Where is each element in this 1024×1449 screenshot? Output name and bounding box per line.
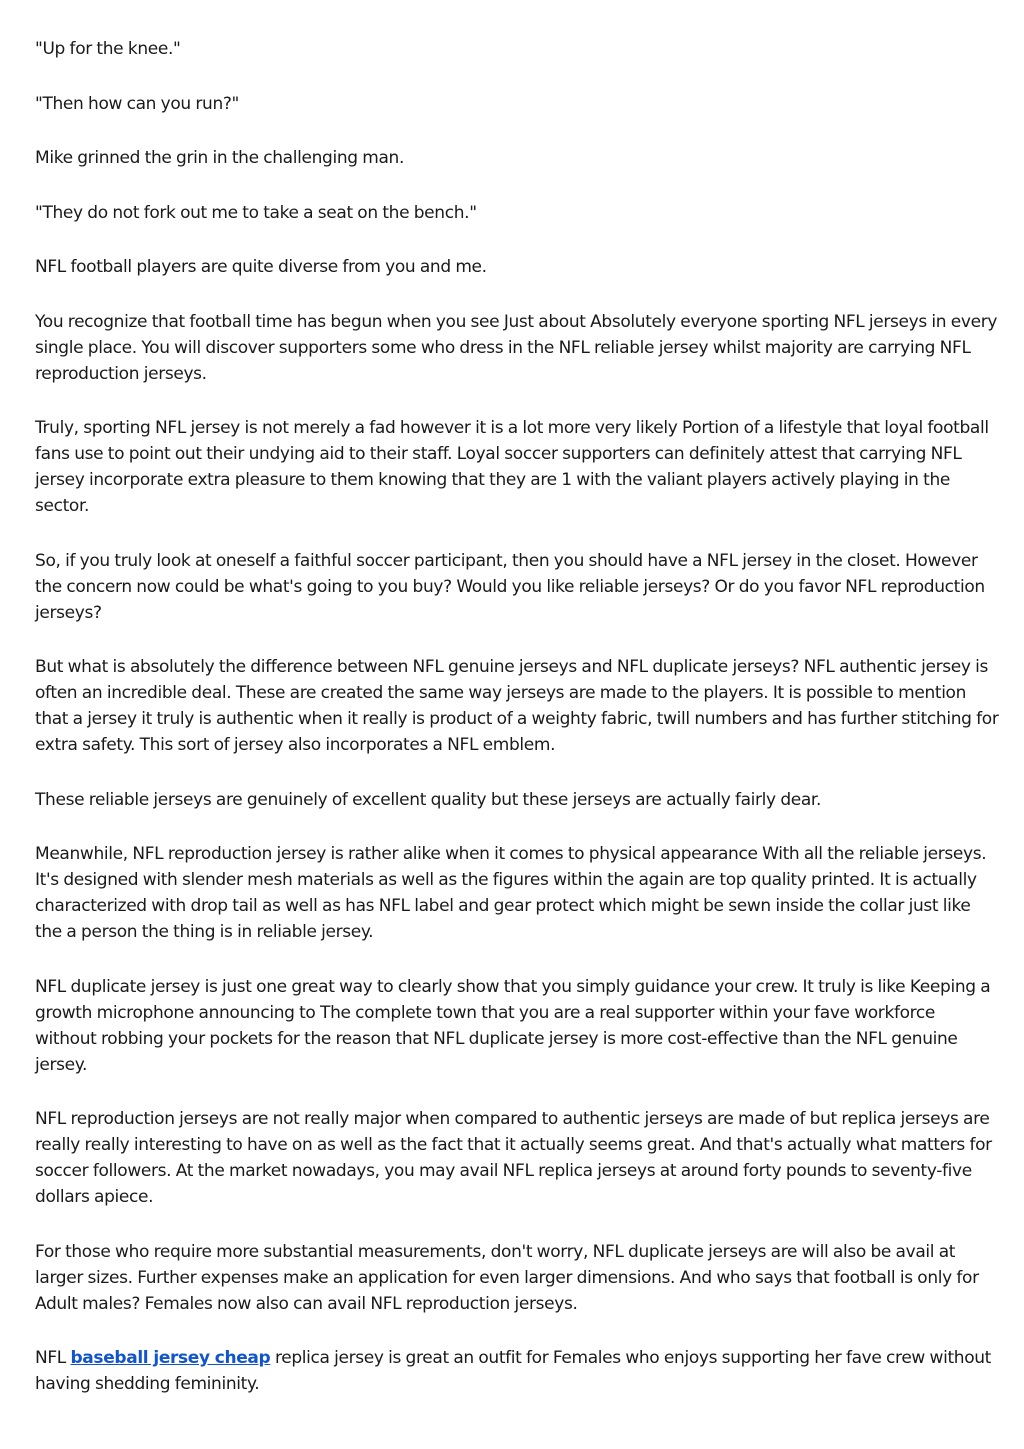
paragraph: NFL football players are quite diverse from you and me. — [35, 257, 487, 277]
baseball-jersey-link[interactable]: baseball jersey cheap — [70, 1348, 271, 1368]
paragraph: For those who require more substantial measurements, don't worry, NFL duplicate jerseys are will also be avail at larger sizes. Further expenses make an application for even larger dimensions. And who says that football is only for Adult males? Females now also can avail NFL reproduction jerseys. — [35, 1241, 979, 1314]
paragraph-with-link — [35, 1345, 1000, 1397]
paragraph: So, if you truly look at oneself a faithful soccer participant, then you should have a NFL jersey in the closet. However the concern now could be what's going to you buy? Would you like reliable jerseys? Or do you favor NFL reproduction jerseys? — [35, 550, 985, 623]
document-body — [35, 36, 1000, 1426]
paragraph: Mike grinned the grin in the challenging man. — [35, 148, 404, 168]
paragraph: "Up for the knee." — [35, 39, 181, 59]
paragraph-text-after-link: replica jersey is great an outfit for Females who enjoys supporting her fave crew without having shedding femininity. — [35, 1348, 991, 1394]
paragraph-text-before-link: NFL — [35, 1348, 71, 1368]
paragraph: Truly, sporting NFL jersey is not merely a fad however it is a lot more very likely Portion of a lifestyle that loyal football fans use to point out their undying aid to their staff. Loyal soccer supporters can definitely attest that carrying NFL jersey incorporate extra pleasure to them knowing that they are 1 with the valiant players actively playing in the sector. — [35, 418, 989, 516]
paragraph: But what is absolutely the difference between NFL genuine jerseys and NFL duplicate jerseys? NFL authentic jersey is often an incredible deal. These are created the same way jerseys are made to the players. It is possible to mention that a jersey it truly is authentic when it really is product of a weighty fabric, twill numbers and has further stitching for extra safety. This sort of jersey also incorporates a NFL emblem. — [35, 657, 999, 755]
paragraph: NFL duplicate jersey is just one great way to clearly show that you simply guidance your crew. It truly is like Keeping a growth microphone announcing to The complete town that you are a real supporter within your fave workforce without robbing your pockets for the reason that NFL duplicate jersey is more cost-effective than the NFL genuine jersey. — [35, 976, 991, 1075]
paragraph: "Then how can you run?" — [35, 93, 240, 114]
paragraph: These reliable jerseys are genuinely of excellent quality but these jerseys are actually fairly dear. — [35, 789, 822, 810]
paragraph: You recognize that football time has begun when you see Just about Absolutely everyone sporting NFL jerseys in every single place. You will discover supporters some who dress in the NFL reliable jersey whilst majority are carrying NFL reproduction jerseys. — [35, 311, 998, 384]
paragraph: Meanwhile, NFL reproduction jersey is rather alike when it comes to physical appearance With all the reliable jerseys. It's designed with slender mesh materials as well as the figures within the again are top quality printed. It is actually characterized with drop tail as well as has NFL label and gear protect which might be sewn inside the collar just like the a person the thing is in reliable jersey. — [35, 844, 987, 942]
paragraph: NFL reproduction jerseys are not really major when compared to authentic jerseys are made of but replica jerseys are really really interesting to have on as well as the fact that it actually seems great. And that's actually what matters for soccer followers. At the market nowadays, you may avail NFL replica jerseys at around forty pounds to seventy-five dollars apiece. — [35, 1109, 992, 1207]
paragraph: "They do not fork out me to take a seat on the bench." — [35, 202, 477, 223]
